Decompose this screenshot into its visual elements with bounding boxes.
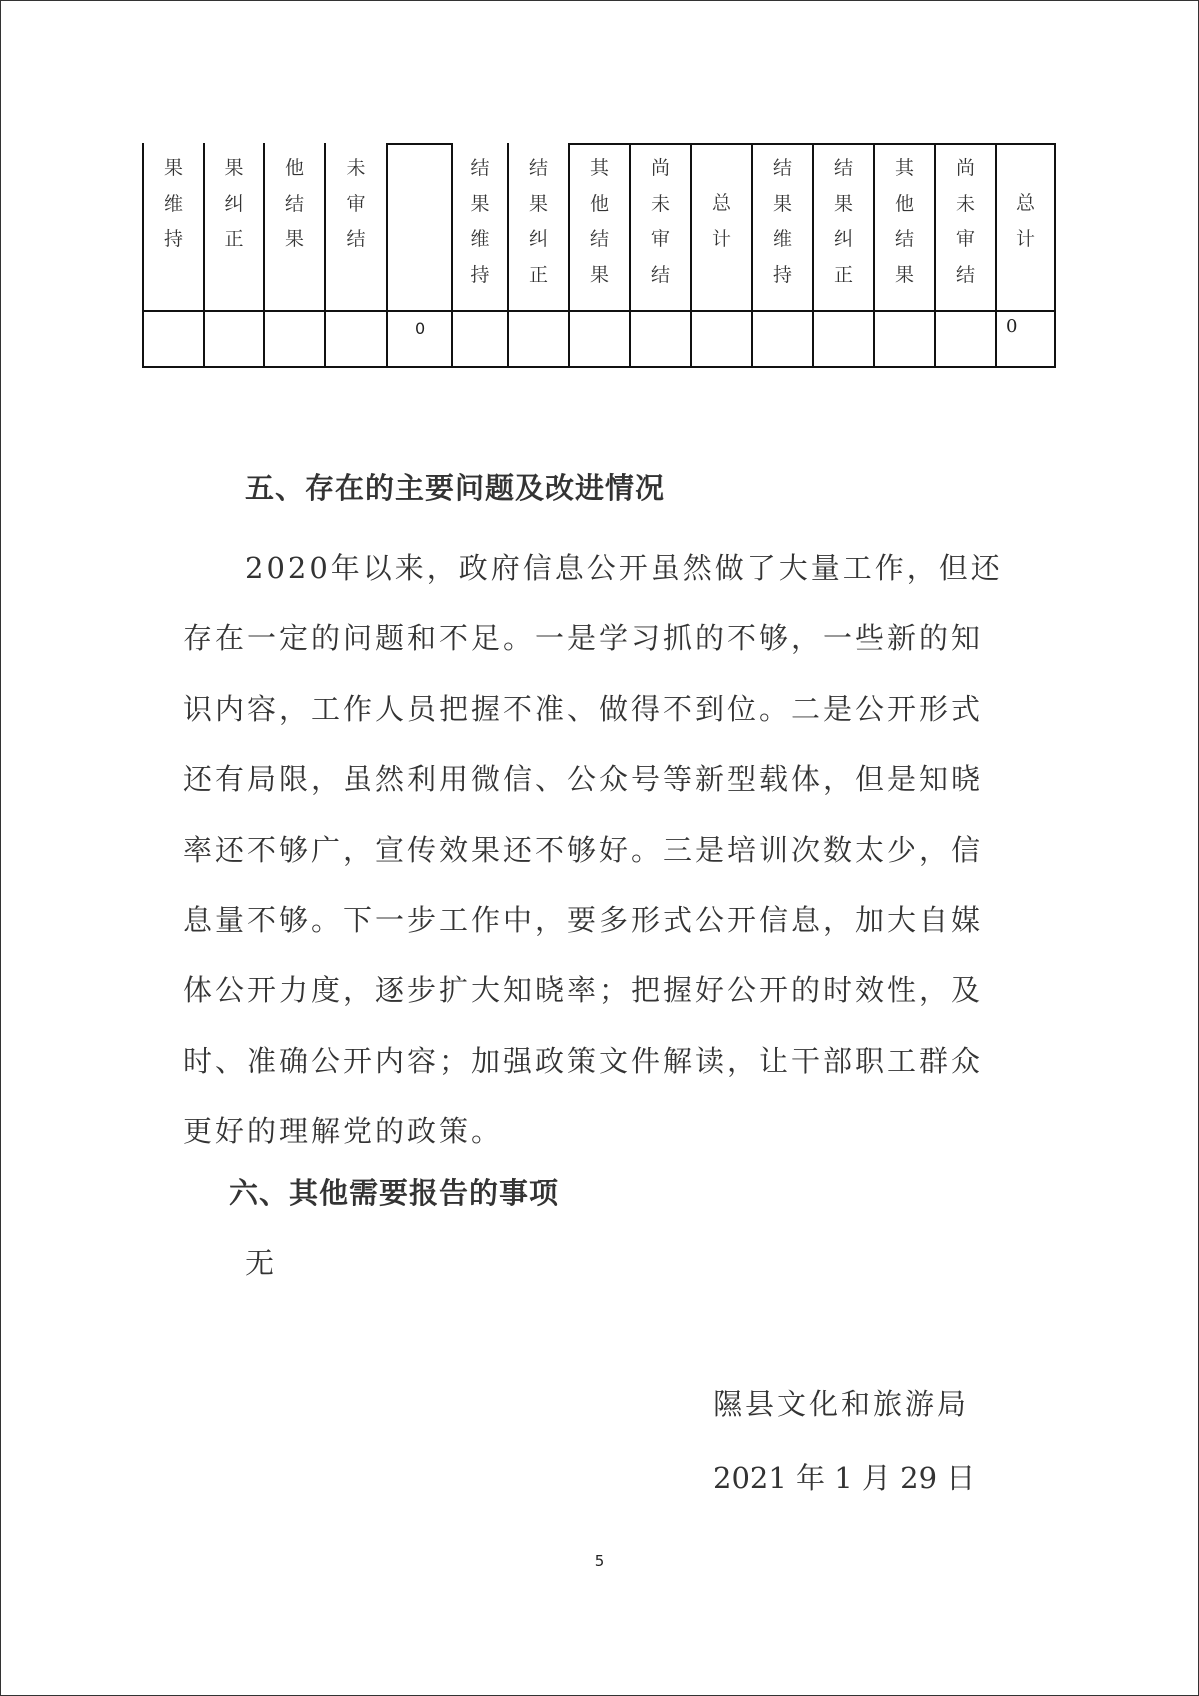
table-header-cell: 总 计 (1015, 192, 1035, 250)
table-bottom-border (142, 366, 1056, 368)
table-header-cell: 未 审 结 (346, 157, 366, 250)
signature-org: 隰县文化和旅游局 (713, 1387, 970, 1421)
signature-date: 2021 年 1 月 29 日 (713, 1461, 976, 1495)
table-header-cell: 结 果 纠 正 (528, 157, 548, 286)
table-header-cell: 结 果 纠 正 (833, 157, 853, 286)
table-header-cell: 果 纠 正 (224, 157, 244, 250)
table-header-cell: 果 维 持 (163, 157, 183, 250)
table-header-cell: 结 果 维 持 (772, 157, 792, 286)
page-number: 5 (594, 1552, 605, 1570)
table-col-divider (386, 143, 388, 368)
table-header-cell: 其 他 结 果 (894, 157, 914, 286)
body-text: 无 (245, 1246, 278, 1280)
table-header-cell: 尚 未 审 结 (650, 157, 670, 286)
section-heading: 五、存在的主要问题及改进情况 (245, 471, 666, 505)
body-paragraph: 2020年以来，政府信息公开虽然做了大量工作，但还存在一定的问题和不足。一是学习抓的不够，一些新的知识内容，工作人员把握不准、做得不到位。二是公开形式还有局限，虽然利用微信、公众号等新型载体，但是知晓率还不够广，宣传效果还不够好。三是培训次数太少，信息量不够。下一步工作中，要多形式公开信息，加大自媒体公开力度，逐步扩大知晓率；把握好公开的时效性，及时、准确公开内容；加强政策文件解读，让干部职工群众更好的理解党的政策。 (183, 551, 1003, 1149)
table-col-divider (1054, 143, 1056, 368)
table-value-cell: 0 (1006, 316, 1018, 337)
table-row-divider (142, 310, 1056, 312)
table-top-border (386, 143, 451, 145)
table-header-cell: 结 果 维 持 (470, 157, 490, 286)
table-header-cell: 其 他 结 果 (589, 157, 609, 286)
table-header-cell: 总 计 (711, 192, 731, 250)
table-header-cell: 他 结 果 (284, 157, 304, 250)
table-header-cell: 尚 未 审 结 (955, 157, 975, 286)
section-heading: 六、其他需要报告的事项 (229, 1176, 560, 1210)
table-value-cell: 0 (415, 319, 426, 338)
